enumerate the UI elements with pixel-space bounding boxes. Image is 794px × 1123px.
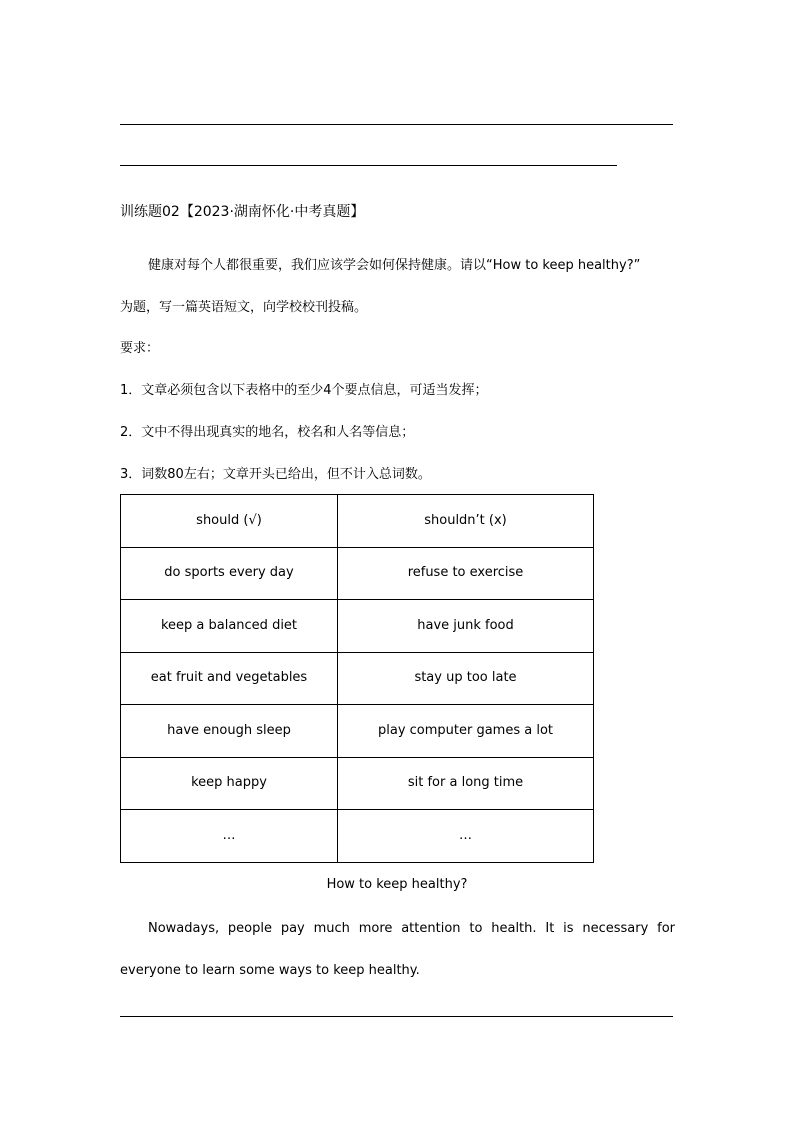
table-row [121, 600, 594, 653]
table-cell: … [121, 810, 338, 863]
table-cell: stay up too late [338, 652, 594, 705]
exercise-title: 训练题02【2023·湖南怀化·中考真题】 [120, 204, 365, 220]
table-cell: eat fruit and vegetables [121, 652, 338, 705]
table-row [121, 705, 594, 758]
table-header-row [121, 495, 594, 548]
table-header-should: should (√) [121, 495, 338, 548]
table-cell: play computer games a lot [338, 705, 594, 758]
answer-line [120, 165, 617, 166]
essay-title: How to keep healthy? [326, 877, 468, 892]
table-row [121, 547, 594, 600]
requirement-item: 2．文中不得出现真实的地名，校名和人名等信息； [120, 425, 415, 440]
table-cell: … [338, 810, 594, 863]
essay-opening: Nowadays, people pay much more attention to health. It is necessary for everyone to learn some ways to keep healthy. [120, 921, 675, 978]
requirements-label: 要求： [120, 341, 160, 356]
table-row [121, 810, 594, 863]
answer-line [120, 124, 673, 125]
table-cell: have enough sleep [121, 705, 338, 758]
table-row [121, 757, 594, 810]
requirement-item: 1．文章必须包含以下表格中的至少4个要点信息，可适当发挥； [120, 383, 488, 398]
table-cell: have junk food [338, 600, 594, 653]
table-cell: keep happy [121, 757, 338, 810]
intro-line: 为题，写一篇英语短文，向学校校刊投稿。 [120, 300, 368, 315]
requirement-item: 3．词数80左右；文章开头已给出，但不计入总词数。 [120, 467, 431, 482]
intro-line: 健康对每个人都很重要，我们应该学会如何保持健康。请以“How to keep healthy?” [148, 258, 641, 273]
table-cell: sit for a long time [338, 757, 594, 810]
table-cell: refuse to exercise [338, 547, 594, 600]
table-cell: keep a balanced diet [121, 600, 338, 653]
key-points-table [120, 494, 594, 863]
answer-line [120, 1016, 673, 1017]
table-cell: do sports every day [121, 547, 338, 600]
table-row [121, 652, 594, 705]
table-header-shouldnt: shouldn’t (x) [338, 495, 594, 548]
